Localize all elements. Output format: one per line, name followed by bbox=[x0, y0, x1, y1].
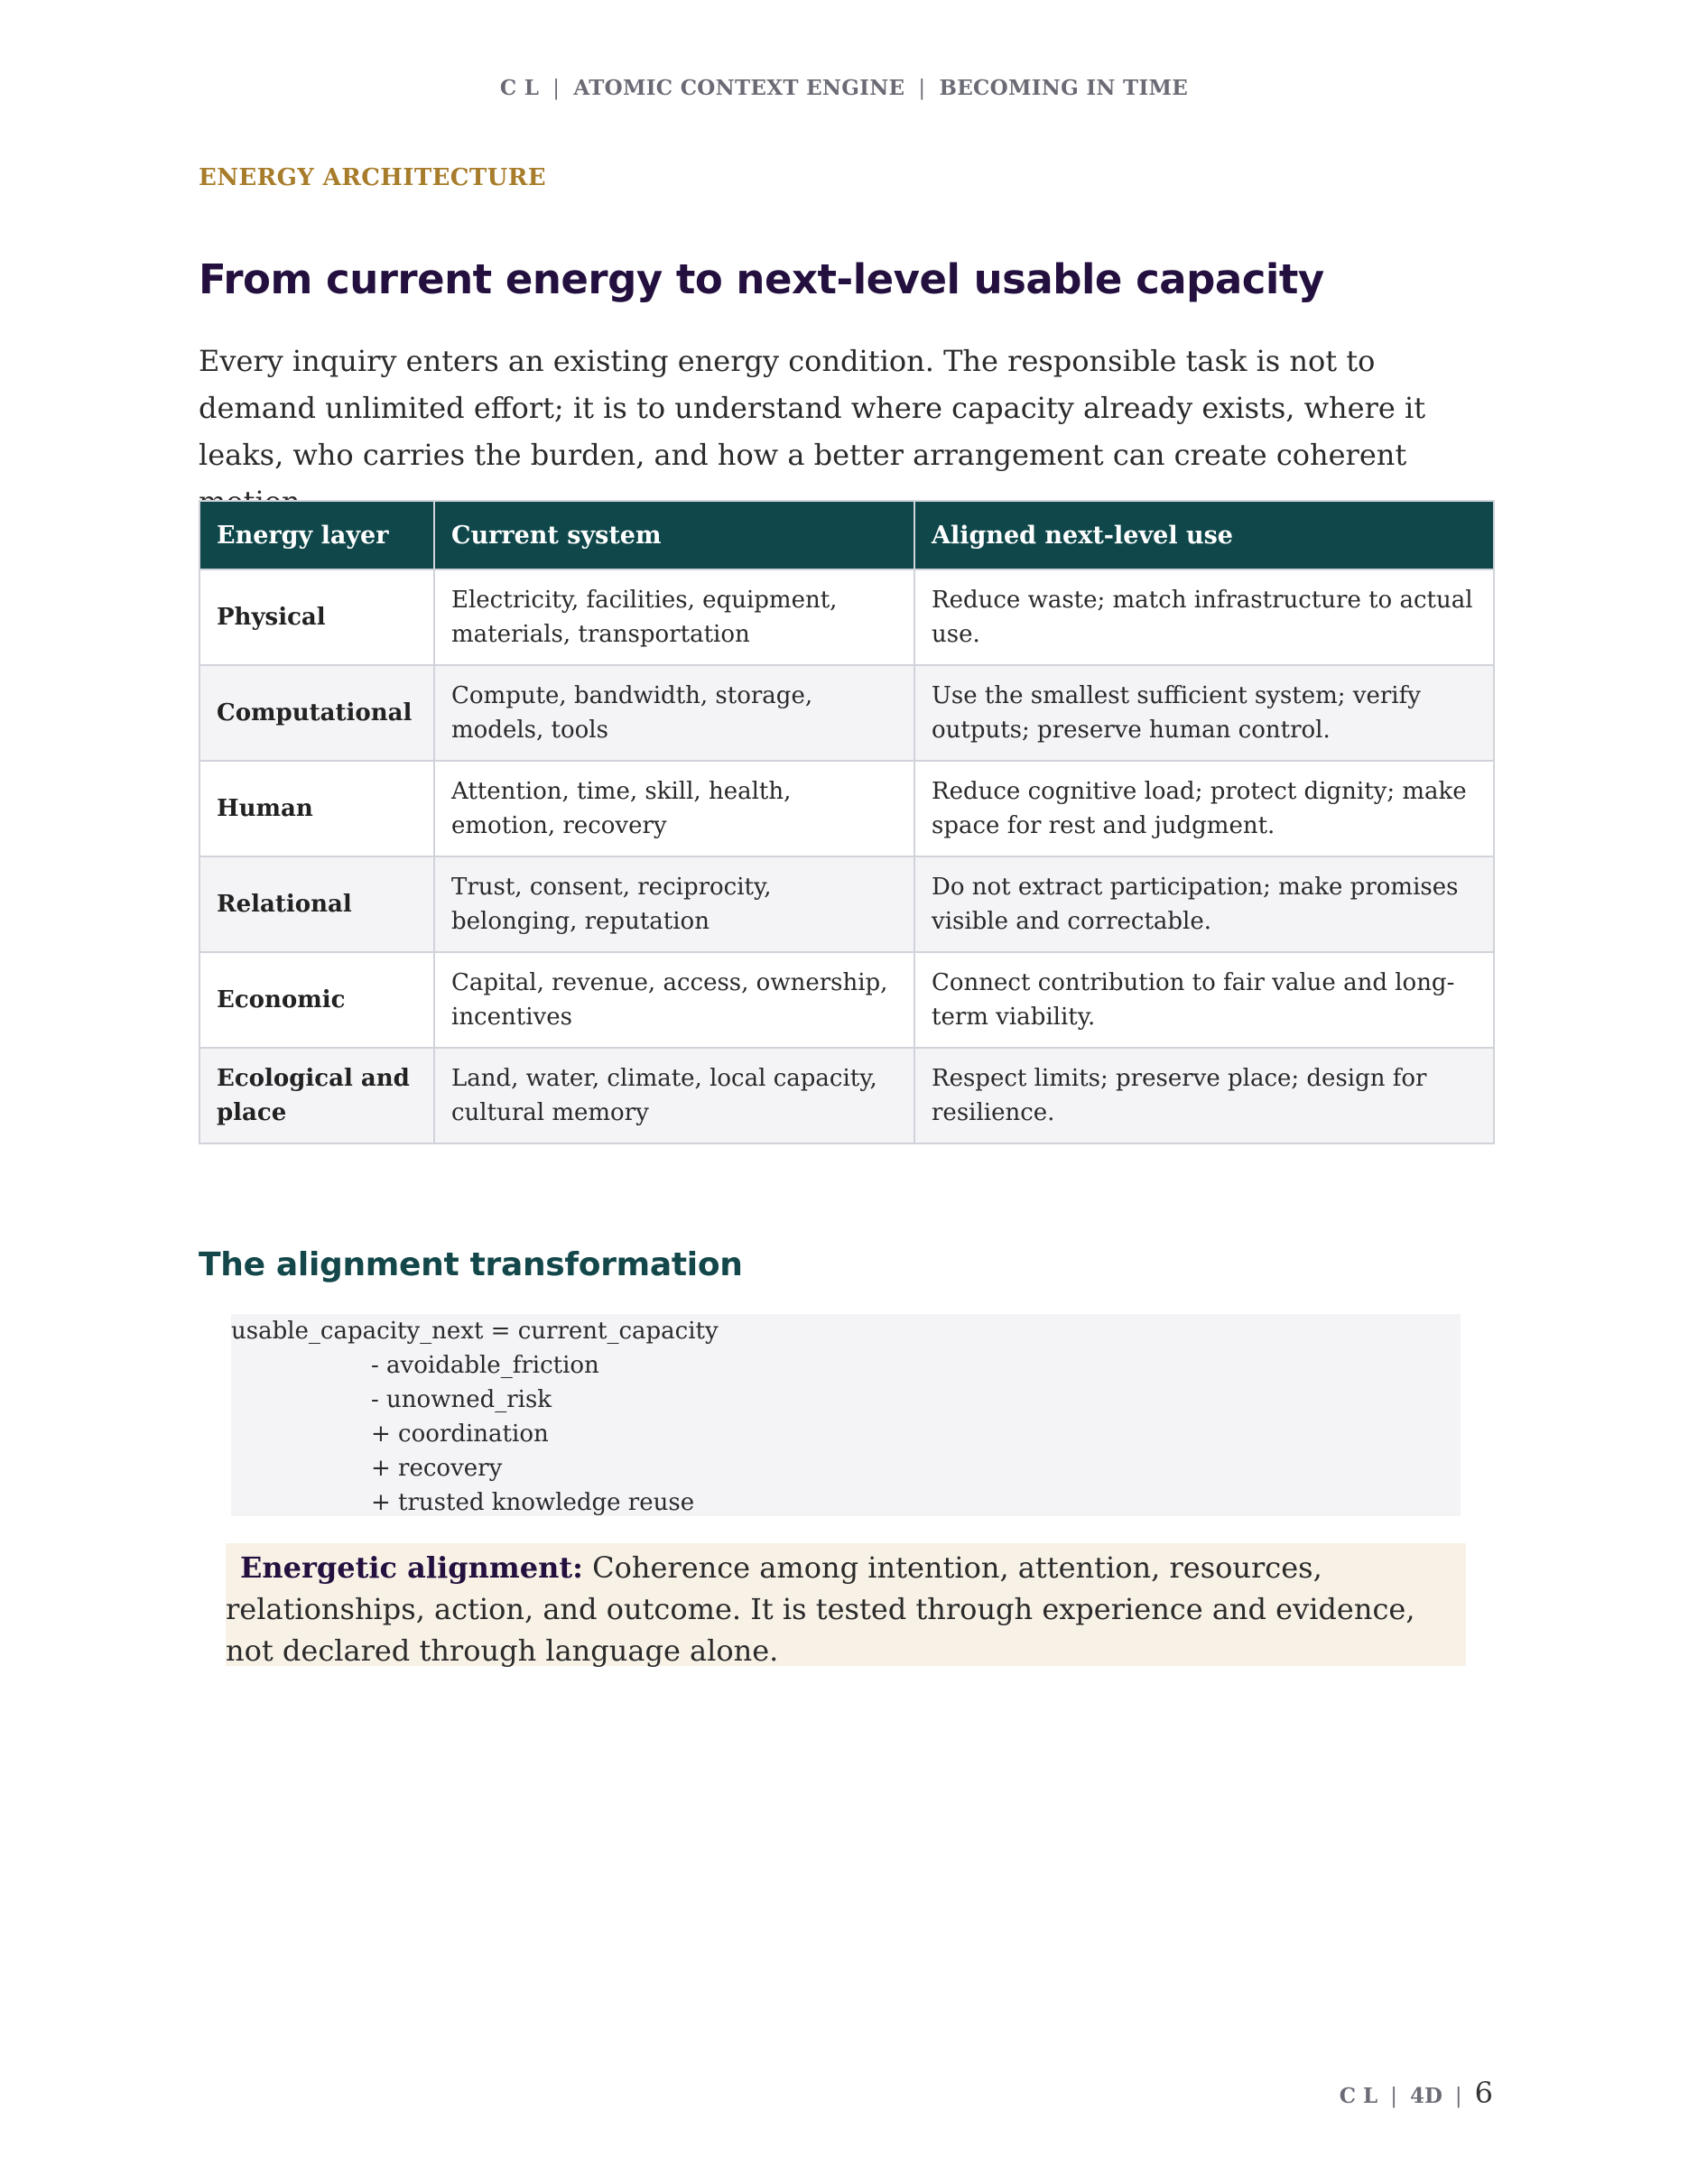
cell-aligned-use: Reduce cognitive load; protect dignity; make space for rest and judgment. bbox=[914, 761, 1494, 856]
formula-line: usable_capacity_next = current_capacity bbox=[231, 1318, 719, 1345]
table-row bbox=[199, 952, 1494, 1048]
column-header-current-system: Current system bbox=[434, 501, 914, 569]
cell-aligned-use: Do not extract participation; make promises visible and correctable. bbox=[914, 856, 1494, 952]
table-row bbox=[199, 1048, 1494, 1143]
footer-separator: | bbox=[1390, 2085, 1397, 2108]
cell-energy-layer: Computational bbox=[199, 665, 434, 761]
definition-term: Energetic alignment: bbox=[240, 1550, 583, 1585]
column-header-aligned-use: Aligned next-level use bbox=[914, 501, 1494, 569]
page-number: 6 bbox=[1474, 2076, 1493, 2110]
page-footer bbox=[1340, 2076, 1493, 2110]
cell-current-system: Capital, revenue, access, ownership, incentives bbox=[434, 952, 914, 1048]
cell-current-system: Electricity, facilities, equipment, materials, transportation bbox=[434, 569, 914, 665]
header-segment-becoming: BECOMING IN TIME bbox=[939, 76, 1189, 100]
section-heading: The alignment transformation bbox=[199, 1246, 743, 1283]
cell-energy-layer: Ecological and place bbox=[199, 1048, 434, 1143]
footer-edition: 4D bbox=[1409, 2084, 1442, 2108]
cell-aligned-use: Respect limits; preserve place; design for resilience. bbox=[914, 1048, 1494, 1143]
footer-separator: | bbox=[1454, 2085, 1462, 2108]
cell-energy-layer: Physical bbox=[199, 569, 434, 665]
table-row bbox=[199, 665, 1494, 761]
energy-layers-table bbox=[199, 500, 1495, 1144]
cell-current-system: Compute, bandwidth, storage, models, tools bbox=[434, 665, 914, 761]
page-title: From current energy to next-level usable capacity bbox=[199, 255, 1324, 303]
section-kicker: ENERGY ARCHITECTURE bbox=[199, 164, 546, 191]
cell-energy-layer: Economic bbox=[199, 952, 434, 1048]
header-segment-engine: ATOMIC CONTEXT ENGINE bbox=[573, 76, 905, 100]
formula-line: + trusted knowledge reuse bbox=[371, 1489, 695, 1516]
cell-energy-layer: Human bbox=[199, 761, 434, 856]
cell-aligned-use: Use the smallest sufficient system; verify outputs; preserve human control. bbox=[914, 665, 1494, 761]
formula-line: - unowned_risk bbox=[371, 1386, 552, 1413]
formula-block bbox=[231, 1314, 1461, 1516]
cell-aligned-use: Reduce waste; match infrastructure to actual use. bbox=[914, 569, 1494, 665]
table-header-row bbox=[199, 501, 1494, 569]
header-separator: | bbox=[918, 77, 926, 100]
cell-aligned-use: Connect contribution to fair value and long-term viability. bbox=[914, 952, 1494, 1048]
formula-line: + recovery bbox=[371, 1455, 503, 1482]
cell-current-system: Land, water, climate, local capacity, cultural memory bbox=[434, 1048, 914, 1143]
cell-energy-layer: Relational bbox=[199, 856, 434, 952]
table-row bbox=[199, 569, 1494, 665]
cell-current-system: Trust, consent, reciprocity, belonging, reputation bbox=[434, 856, 914, 952]
definition-text: Coherence among intention, attention, resources, relationships, action, and outcome. It is tested through experience and evidence, not declared through language alone. bbox=[226, 1550, 1415, 1668]
definition-callout bbox=[226, 1543, 1466, 1666]
running-header bbox=[0, 76, 1688, 100]
intro-paragraph: Every inquiry enters an existing energy condition. The responsible task is not to demand unlimited effort; it is to understand where capacity already exists, where it leaks, who carries the burden, and how a better arrangement can create coherent bbox=[199, 344, 1426, 472]
footer-initials: C L bbox=[1339, 2084, 1378, 2108]
formula-line: - avoidable_friction bbox=[371, 1352, 599, 1379]
header-segment-initials: C L bbox=[499, 76, 540, 100]
table-row bbox=[199, 761, 1494, 856]
column-header-energy-layer: Energy layer bbox=[199, 501, 434, 569]
table-row bbox=[199, 856, 1494, 952]
formula-line: + coordination bbox=[371, 1421, 549, 1448]
cell-current-system: Attention, time, skill, health, emotion, recovery bbox=[434, 761, 914, 856]
header-separator: | bbox=[552, 77, 561, 100]
